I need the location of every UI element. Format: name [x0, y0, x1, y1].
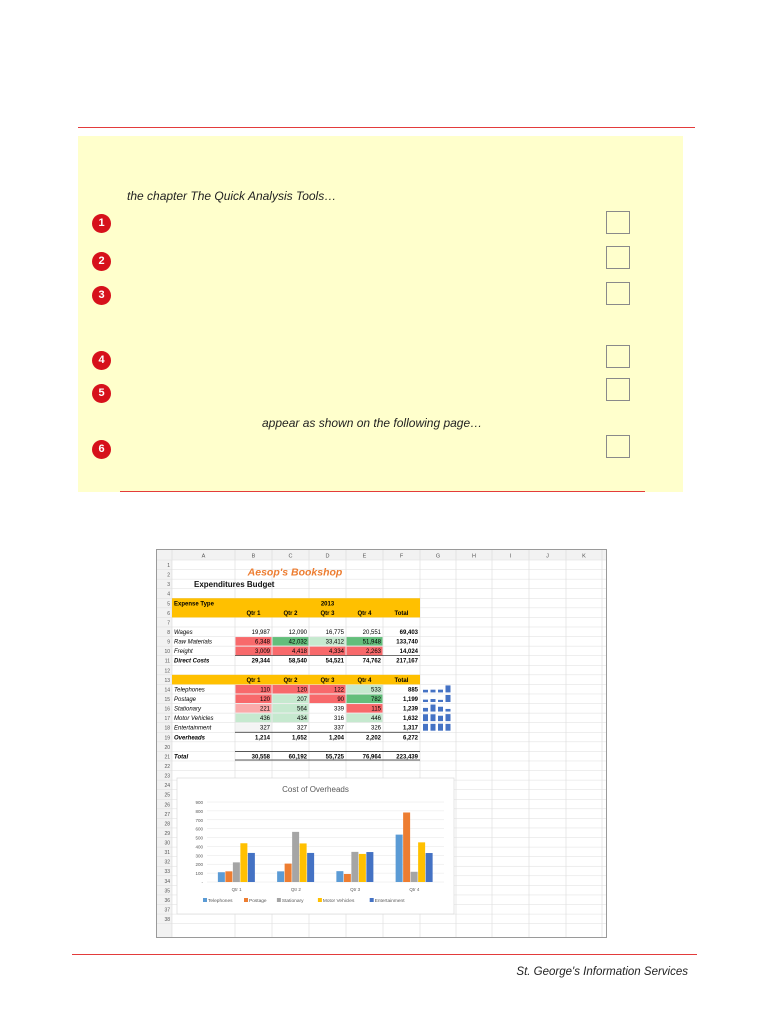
row-header: 33: [164, 869, 170, 876]
chart-bar: [411, 872, 418, 882]
cell-value: 115: [371, 706, 381, 713]
quarter-header: Qtr 4: [357, 677, 372, 684]
row-header: 19: [164, 735, 170, 742]
step-4-checkbox[interactable]: [606, 345, 630, 368]
column-header: G: [435, 553, 441, 560]
sparkline-bar: [431, 690, 436, 693]
step-2-checkbox[interactable]: [606, 246, 630, 269]
cell-value: 120: [296, 687, 307, 694]
cell-value: 1,199: [402, 696, 418, 703]
cell-value: 42,032: [288, 639, 307, 646]
quarter-header: Total: [394, 610, 409, 617]
row-header: 36: [164, 897, 170, 904]
legend-label: Entertainment: [374, 899, 405, 904]
step-number-6: 6: [92, 440, 111, 459]
column-header: E: [362, 553, 367, 560]
cell-value: 1,239: [402, 706, 418, 713]
column-header: I: [509, 553, 512, 560]
chart-ytick: 200: [195, 862, 203, 868]
row-header: 8: [167, 629, 170, 636]
sparkline-bar: [423, 708, 428, 712]
row-header: 37: [164, 907, 170, 914]
cell-value: 14,024: [399, 649, 418, 656]
row-header: 26: [164, 802, 170, 809]
cell-value: 1,632: [402, 716, 418, 723]
step-5-checkbox[interactable]: [606, 378, 630, 401]
column-header: K: [582, 553, 586, 560]
column-header: D: [325, 553, 330, 560]
row-header: 10: [164, 649, 170, 656]
row-header: 15: [164, 696, 170, 703]
chart-bar: [233, 862, 240, 882]
row-header: 38: [164, 917, 170, 924]
cell-value: 74,762: [362, 658, 381, 665]
cell-value: 122: [333, 687, 344, 694]
cell-value: 33,412: [325, 639, 344, 646]
legend-label: Telephones: [208, 899, 233, 904]
cell-value: 326: [370, 725, 381, 732]
row-header: 9: [167, 639, 170, 646]
cell-value: 69,403: [399, 629, 418, 636]
cell-value: 327: [259, 725, 270, 732]
step-1-checkbox[interactable]: [606, 211, 630, 234]
cell-value: 16,775: [325, 629, 344, 636]
chart-bar: [366, 852, 373, 882]
step-6-checkbox[interactable]: [606, 435, 630, 458]
chart-frame: [177, 778, 454, 914]
quarter-header: Qtr 4: [357, 610, 372, 617]
row-header: 14: [164, 687, 170, 694]
row-label: Direct Costs: [174, 658, 210, 665]
chart-bar: [307, 853, 314, 882]
cell-value: 327: [296, 725, 307, 732]
row-header: 6: [167, 610, 170, 617]
row-label: Raw Materials: [174, 639, 213, 646]
row-header: 3: [167, 582, 170, 589]
row-label: Stationary: [174, 706, 202, 713]
column-header: B: [251, 553, 256, 560]
row-header: 1: [167, 563, 170, 569]
quarter-header: Qtr 3: [320, 677, 335, 684]
row-header: 20: [164, 744, 170, 751]
row-header: 4: [167, 591, 170, 598]
column-header-bar: [157, 550, 606, 560]
cell-value: 2,202: [365, 735, 381, 742]
column-header: F: [399, 553, 404, 560]
chart-ytick: 600: [195, 826, 203, 832]
cell-value: 58,540: [288, 658, 307, 665]
sparkline-bar: [438, 716, 443, 721]
quarter-header: Qtr 1: [246, 610, 261, 617]
cell-value: 885: [407, 687, 418, 694]
cell-value: 29,344: [251, 658, 270, 665]
column-header: J: [546, 553, 549, 560]
cell-value: 533: [370, 687, 381, 694]
row-header: 17: [164, 716, 170, 723]
chart-bar: [336, 871, 343, 882]
row-header: 35: [164, 888, 170, 895]
cell-value: 1,214: [254, 735, 270, 742]
row-header: 31: [164, 850, 170, 857]
cell-value: 90: [337, 696, 344, 703]
chart-bar: [359, 854, 366, 882]
cell-value: 339: [333, 706, 344, 713]
sparkline-bar: [423, 690, 428, 693]
legend-swatch: [370, 898, 374, 902]
sparkline-bar: [438, 690, 443, 693]
row-header: 34: [164, 878, 170, 885]
cell-value: 434: [296, 716, 307, 723]
row-header: 23: [164, 773, 170, 780]
chart-bar: [418, 842, 425, 882]
chart-bar: [240, 843, 247, 882]
row-label: Overheads: [174, 735, 206, 742]
row-header: 13: [164, 677, 170, 684]
chart-bar: [225, 871, 232, 882]
row-header: 2: [167, 572, 170, 579]
chart-bar: [300, 843, 307, 882]
chart-ytick: 500: [195, 835, 203, 841]
chart-bar: [285, 864, 292, 882]
chart-ytick: 300: [195, 853, 203, 859]
cell-value: 30,558: [251, 754, 270, 761]
chart-ytick: 100: [195, 871, 203, 877]
year-label: 2013: [320, 601, 335, 608]
step-number-2: 2: [92, 252, 111, 271]
sparkline-bar: [446, 724, 451, 731]
spreadsheet-screenshot: [156, 549, 607, 938]
top-rule: [78, 127, 695, 128]
sparkline-bar: [446, 714, 451, 721]
legend-swatch: [277, 898, 281, 902]
legend-label: Motor Vehicles: [322, 899, 355, 904]
sparkline-bar: [446, 695, 451, 702]
row-header: 24: [164, 783, 170, 790]
step-3-checkbox[interactable]: [606, 282, 630, 305]
row-label: Total: [174, 754, 189, 761]
sparkline-bar: [431, 699, 436, 702]
cell-value: 4,418: [291, 649, 307, 656]
footer-text: St. George's Information Services: [516, 966, 688, 978]
column-header: H: [472, 553, 476, 560]
cell-value: 207: [296, 696, 307, 703]
cell-value: 54,521: [325, 658, 344, 665]
cell-value: 564: [296, 706, 307, 713]
row-header: 16: [164, 706, 170, 713]
chart-bar: [403, 812, 410, 882]
chart-xtick: Qtr 4: [409, 887, 420, 892]
chart-bar: [218, 872, 225, 882]
chart-bar: [292, 832, 299, 882]
legend-swatch: [244, 898, 248, 902]
chart-bar: [396, 835, 403, 882]
chart-ytick: 800: [195, 808, 203, 814]
intro-text: the chapter The Quick Analysis Tools…: [127, 189, 337, 203]
row-header: 11: [164, 658, 170, 665]
cell-value: 217,167: [396, 658, 418, 665]
cell-value: 782: [370, 696, 381, 703]
row-label: Entertainment: [174, 725, 212, 732]
cell-value: 436: [259, 716, 270, 723]
sheet-title: Aesop's Bookshop: [247, 566, 343, 579]
chart-bar: [426, 853, 433, 882]
cell-value: 76,964: [362, 754, 381, 761]
sparkline-bar: [438, 700, 443, 702]
row-header: 12: [164, 668, 170, 675]
legend-swatch: [318, 898, 322, 902]
sparkline-bar: [431, 724, 436, 731]
column-header: A: [201, 553, 206, 560]
cell-value: 337: [333, 725, 344, 732]
chart-bar: [248, 853, 255, 882]
chart-bar: [277, 871, 284, 882]
quarter-header: Qtr 2: [283, 677, 298, 684]
row-header: 22: [164, 763, 170, 770]
step-5-continuation: appear as shown on the following page…: [262, 416, 483, 430]
chart-xtick: Qtr 3: [350, 887, 361, 892]
step-number-4: 4: [92, 351, 111, 370]
chart-ytick: 900: [195, 800, 203, 805]
row-header: 28: [164, 821, 170, 828]
cell-value: 316: [333, 716, 344, 723]
cell-value: 12,090: [288, 629, 307, 636]
cell-value: 2,263: [365, 649, 381, 656]
sparkline-bar: [438, 707, 443, 712]
cell-value: 120: [259, 696, 270, 703]
chart-xtick: Qtr 1: [231, 887, 242, 892]
step-number-1: 1: [92, 214, 111, 233]
quarter-header: Qtr 2: [283, 610, 298, 617]
step-number-3: 3: [92, 286, 111, 305]
row-header: 32: [164, 859, 170, 866]
quarter-header: Qtr 3: [320, 610, 335, 617]
sparkline-bar: [431, 705, 436, 712]
row-header: 29: [164, 830, 170, 837]
sparkline-bar: [423, 714, 428, 721]
cell-value: 51,948: [362, 639, 381, 646]
cell-value: 221: [259, 706, 270, 713]
cell-value: 446: [370, 716, 381, 723]
sparkline-bar: [446, 709, 451, 712]
cell-value: 55,725: [325, 754, 344, 761]
sparkline-bar: [438, 724, 443, 731]
row-label: Postage: [174, 696, 197, 703]
chart-xtick: Qtr 2: [290, 887, 301, 892]
legend-label: Postage: [249, 899, 267, 904]
legend-label: Stationary: [281, 899, 304, 904]
cell-value: 1,317: [402, 725, 418, 732]
cell-value: 6,272: [402, 735, 418, 742]
row-header: 25: [164, 792, 170, 799]
row-header: 30: [164, 840, 170, 847]
bottom-rule: [72, 954, 697, 955]
expense-type-label: Expense Type: [174, 601, 214, 608]
row-header: 5: [167, 601, 170, 608]
cell-value: 1,204: [328, 735, 344, 742]
sparkline-bar: [423, 724, 428, 731]
chart-bar: [344, 874, 351, 882]
column-header: C: [288, 553, 293, 560]
chart-bar: [351, 852, 358, 882]
chart-title: Cost of Overheads: [282, 785, 349, 794]
cell-value: 223,439: [396, 754, 418, 761]
quarter-header: Total: [394, 677, 409, 684]
quarter-header: Qtr 1: [246, 677, 261, 684]
panel-bottom-rule: [120, 491, 645, 492]
chart-ytick: -: [201, 880, 203, 885]
legend-swatch: [203, 898, 207, 902]
chart-ytick: 700: [195, 817, 203, 823]
cell-value: 20,551: [362, 629, 381, 636]
sheet-subtitle: Expenditures Budget: [194, 580, 275, 590]
cell-value: 1,652: [291, 735, 307, 742]
row-header: 27: [164, 811, 170, 818]
sparkline-bar: [431, 714, 436, 721]
sparkline-bar: [446, 685, 451, 692]
spreadsheet-canvas: [157, 550, 606, 937]
chart-ytick: 400: [195, 844, 203, 850]
row-label: Motor Vehicles: [174, 716, 214, 723]
cell-value: 3,009: [254, 649, 270, 656]
cell-value: 110: [260, 687, 270, 694]
row-header: 21: [164, 754, 170, 761]
sparkline-bar: [423, 700, 428, 702]
row-header: 18: [164, 725, 170, 732]
step-number-5: 5: [92, 384, 111, 403]
cell-value: 19,987: [251, 629, 270, 636]
row-header: 7: [167, 620, 170, 627]
cell-value: 60,192: [288, 754, 307, 761]
row-label: Freight: [174, 649, 193, 656]
cell-value: 4,334: [328, 649, 344, 656]
cell-value: 6,348: [254, 639, 270, 646]
row-label: Wages: [174, 629, 193, 636]
cell-value: 133,740: [396, 639, 418, 646]
row-label: Telephones: [174, 687, 205, 694]
